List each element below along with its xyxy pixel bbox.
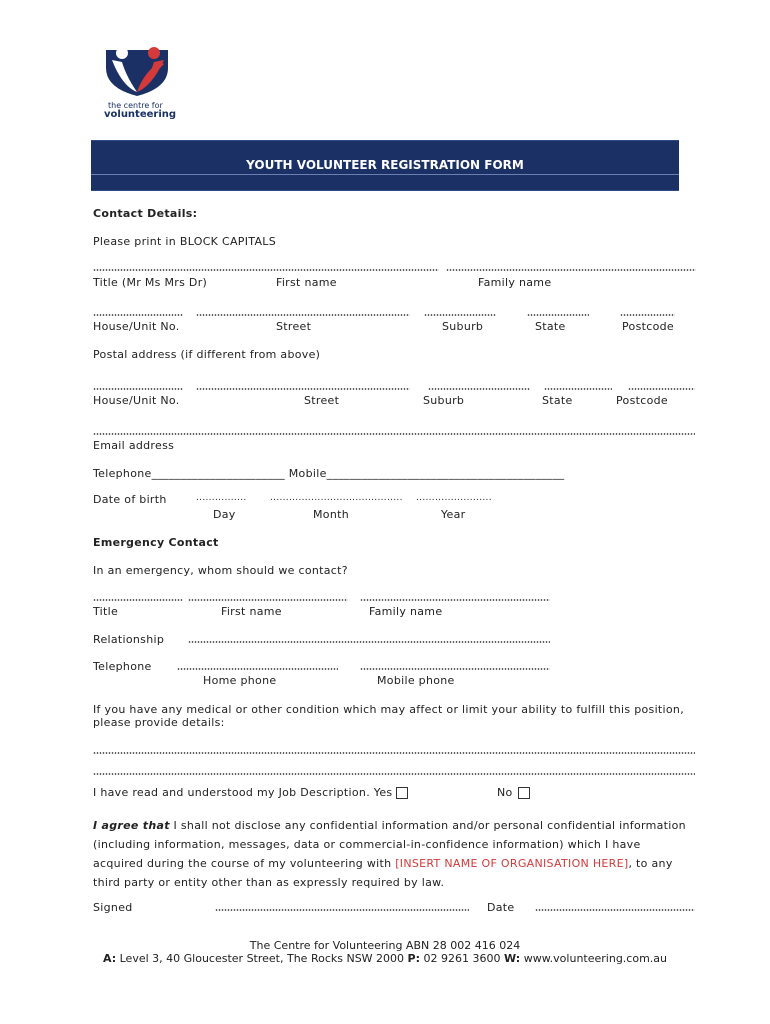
home-phone-field[interactable] bbox=[177, 668, 338, 670]
medical-question-line1: If you have any medical or other condition which may affect or limit your ability to fulfill this position, bbox=[93, 703, 685, 716]
relationship-label: Relationship bbox=[93, 633, 165, 646]
postal-street-label: Street bbox=[304, 394, 340, 407]
telephone-mobile-field[interactable]: Telephone_______________________ Mobile_________________________________________ bbox=[93, 467, 565, 480]
family-name-field[interactable] bbox=[446, 269, 696, 271]
footer-web-label: W: bbox=[504, 952, 521, 965]
emergency-title-field[interactable] bbox=[93, 599, 183, 601]
footer-line1: The Centre for Volunteering ABN 28 002 416 024 bbox=[249, 939, 521, 952]
street-label: Street bbox=[276, 320, 312, 333]
dob-label: Date of birth bbox=[93, 493, 167, 506]
footer-phone-label: P: bbox=[407, 952, 421, 965]
medical-details-field-2[interactable] bbox=[93, 773, 695, 775]
postal-suburb-label: Suburb bbox=[423, 394, 465, 407]
emergency-question: In an emergency, whom should we contact? bbox=[93, 564, 348, 577]
agreement-line4: third party or entity other than as expressly required by law. bbox=[93, 876, 445, 889]
relationship-field[interactable] bbox=[188, 641, 550, 643]
postal-state-label: State bbox=[542, 394, 573, 407]
footer-address-label: A: bbox=[103, 952, 117, 965]
form-title: YOUTH VOLUNTEER REGISTRATION FORM bbox=[246, 158, 524, 172]
signed-label: Signed bbox=[93, 901, 133, 914]
logo-line1: the centre for bbox=[108, 101, 163, 110]
organisation-placeholder: [INSERT NAME OF ORGANISATION HERE] bbox=[395, 857, 629, 870]
agreement-line1-text: I shall not disclose any confidential information and/or personal confidential information bbox=[169, 819, 686, 832]
footer-line2 bbox=[0, 952, 770, 965]
suburb-field[interactable] bbox=[424, 314, 496, 316]
email-field[interactable] bbox=[93, 433, 695, 435]
logo-line2: volunteering bbox=[104, 109, 177, 120]
agreement-line3-a: acquired during the course of my volunteering with bbox=[93, 857, 396, 870]
dob-day-field[interactable]: ................ bbox=[196, 493, 247, 503]
yes-checkbox[interactable] bbox=[396, 787, 408, 799]
house-unit-label: House/Unit No. bbox=[93, 320, 180, 333]
street-field[interactable] bbox=[196, 314, 410, 316]
form-title-banner bbox=[91, 140, 679, 191]
year-label: Year bbox=[441, 508, 466, 521]
dob-month-field[interactable]: .......................................... bbox=[270, 493, 403, 503]
agreement-line2: (including information, messages, data or commercial-in-confidence information) which I have bbox=[93, 838, 641, 851]
postal-postcode-label: Postcode bbox=[616, 394, 668, 407]
dob-year-field[interactable]: ........................ bbox=[416, 493, 492, 503]
family-name-label: Family name bbox=[478, 276, 552, 289]
house-unit-field[interactable] bbox=[93, 314, 183, 316]
email-label: Email address bbox=[93, 439, 175, 452]
emergency-contact-heading: Emergency Contact bbox=[93, 536, 219, 549]
postal-address-label: Postal address (if different from above) bbox=[93, 348, 321, 361]
mobile-phone-field[interactable] bbox=[360, 668, 550, 670]
home-phone-label: Home phone bbox=[203, 674, 277, 687]
postal-suburb-field[interactable] bbox=[428, 388, 530, 390]
postal-house-unit-label: House/Unit No. bbox=[93, 394, 180, 407]
postal-state-field[interactable] bbox=[544, 388, 612, 390]
month-label: Month bbox=[313, 508, 349, 521]
date-field[interactable] bbox=[535, 909, 695, 911]
suburb-label: Suburb bbox=[442, 320, 484, 333]
agreement-line1 bbox=[93, 819, 686, 832]
logo bbox=[100, 46, 180, 122]
title-firstname-field[interactable] bbox=[93, 269, 439, 271]
signature-field[interactable] bbox=[215, 909, 469, 911]
emergency-telephone-label: Telephone bbox=[93, 660, 152, 673]
agreement-bold: I agree that bbox=[93, 819, 170, 832]
contact-details-heading: Contact Details: bbox=[93, 207, 198, 220]
emergency-family-name-label: Family name bbox=[369, 605, 443, 618]
job-description-label: I have read and understood my Job Description. Yes bbox=[93, 786, 393, 799]
footer-web-link[interactable]: www.volunteering.com.au bbox=[520, 952, 667, 965]
postcode-label: Postcode bbox=[622, 320, 674, 333]
block-capitals-instruction: Please print in BLOCK CAPITALS bbox=[93, 235, 276, 248]
emergency-title-label: Title bbox=[93, 605, 119, 618]
first-name-label: First name bbox=[276, 276, 337, 289]
title-label: Title (Mr Ms Mrs Dr) bbox=[93, 276, 208, 289]
agreement-line3 bbox=[93, 857, 673, 870]
emergency-first-name-label: First name bbox=[221, 605, 282, 618]
postal-postcode-field[interactable] bbox=[628, 388, 695, 390]
postal-street-field[interactable] bbox=[196, 388, 410, 390]
postal-house-unit-field[interactable] bbox=[93, 388, 183, 390]
date-label: Date bbox=[487, 901, 515, 914]
medical-details-field-1[interactable] bbox=[93, 752, 695, 754]
emergency-family-name-field[interactable] bbox=[360, 599, 550, 601]
mobile-phone-label: Mobile phone bbox=[377, 674, 455, 687]
no-checkbox[interactable] bbox=[518, 787, 530, 799]
volunteering-logo-icon bbox=[104, 46, 170, 96]
footer-address: Level 3, 40 Gloucester Street, The Rocks NSW 2000 bbox=[116, 952, 408, 965]
state-label: State bbox=[535, 320, 566, 333]
day-label: Day bbox=[213, 508, 236, 521]
no-label: No bbox=[497, 786, 513, 799]
state-field[interactable] bbox=[527, 314, 589, 316]
footer-phone: 02 9261 3600 bbox=[420, 952, 504, 965]
agreement-line3-b: , to any bbox=[628, 857, 673, 870]
postcode-field[interactable] bbox=[620, 314, 675, 316]
medical-question-line2: please provide details: bbox=[93, 716, 225, 729]
emergency-first-name-field[interactable] bbox=[188, 599, 348, 601]
